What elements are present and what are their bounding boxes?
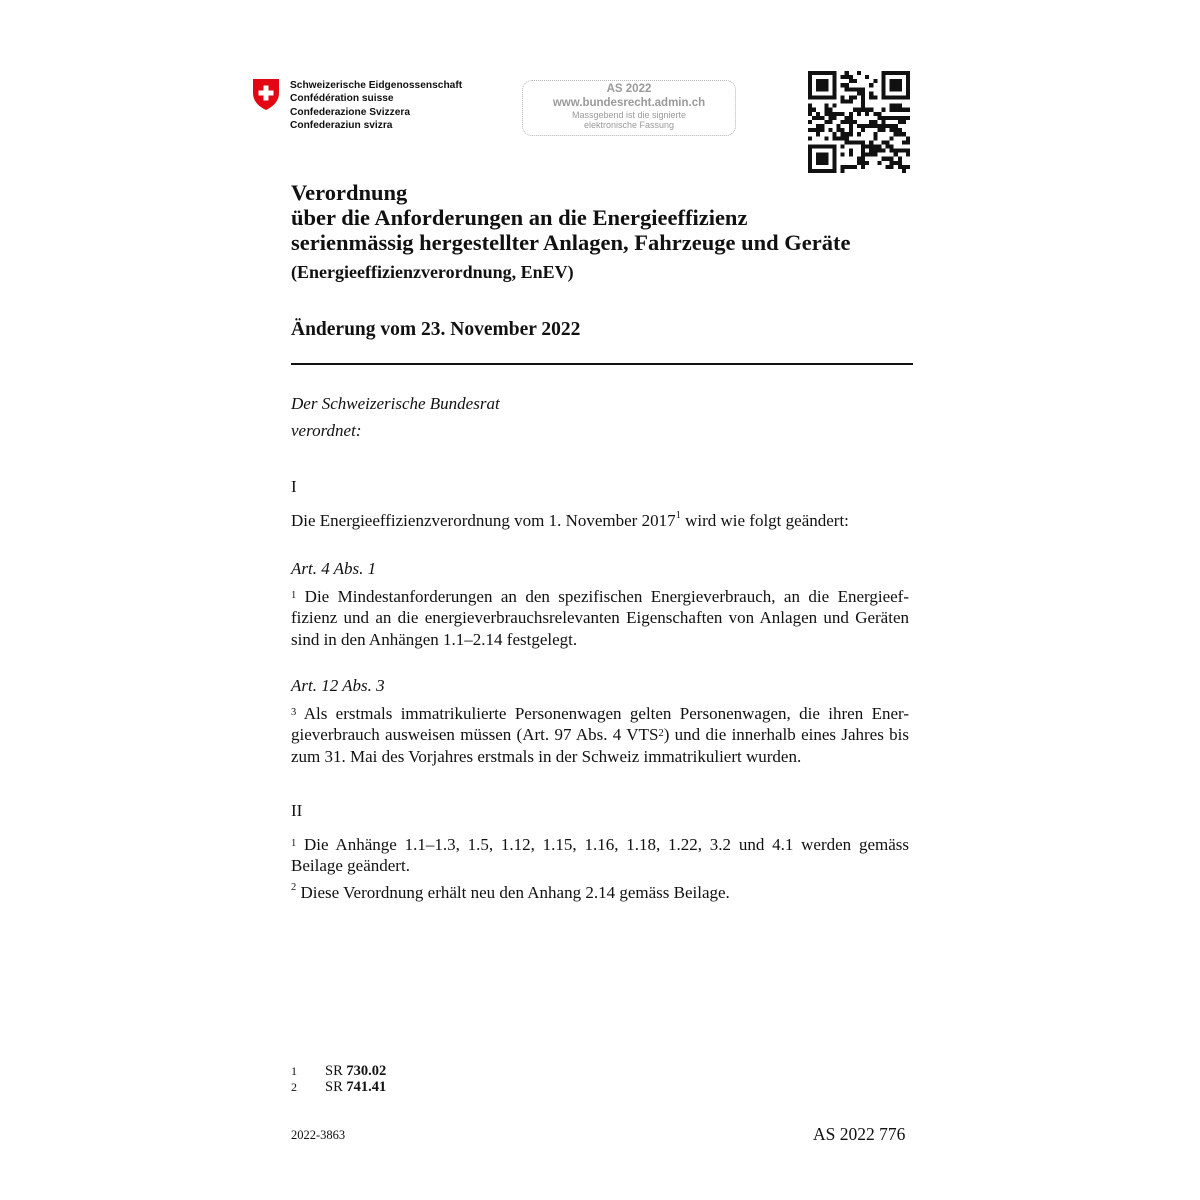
art-12-text-b: ) und die innerhalb eines Jahres bis zum 31. Mai des Vorjahres erstmals in der Schweiz immatrikuliert wurden. (291, 725, 909, 766)
agency-line-rm: Confederaziun svizra (290, 120, 393, 132)
stamp-line-3: Massgebend ist die signierte (571, 110, 687, 120)
section-1-intro (291, 511, 849, 531)
intro-text-a: Die Energieeffizienzverordnung vom 1. November 2017 (291, 511, 676, 530)
paragraph-number: 1 (291, 590, 297, 601)
footnote-prefix: SR (325, 1063, 347, 1079)
title-line-1: Verordnung (291, 180, 408, 205)
agency-name-block (290, 79, 462, 133)
paragraph-number: 3 (291, 707, 297, 718)
art-4-paragraph (291, 586, 909, 650)
footnote-number: 2 (291, 1080, 297, 1094)
document-title (291, 180, 851, 255)
paragraph-number: 1 (291, 838, 297, 849)
stamp-line-1: AS 2022 (606, 83, 652, 95)
footnote-sr-number: 730.02 (346, 1063, 387, 1079)
short-title: (Energieeffizienzverordnung, EnEV) (291, 262, 574, 282)
section-numeral-2: II (291, 801, 303, 820)
art-12-text-a: Als erstmals immatrikulierte Personenwagen gelten Personenwagen, die ihren Ener-gieverbrauch ausweisen müssen (Art. 97 Abs. 4 VTS (291, 704, 909, 745)
agency-line-de: Schweizerische Eidgenossenschaft (290, 80, 463, 91)
agency-line-fr: Confédération suisse (290, 93, 394, 105)
footnote-sr-number: 741.41 (346, 1079, 387, 1095)
art-4-heading: Art. 4 Abs. 1 (291, 559, 377, 578)
preamble-line-1: Der Schweizerische Bundesrat (291, 394, 500, 413)
intro-text-b: wird wie folgt geändert: (680, 511, 849, 530)
swiss-coat-of-arms-icon (251, 78, 281, 111)
footnote-number: 1 (291, 1064, 297, 1078)
footnote-prefix: SR (325, 1079, 347, 1095)
stamp-line-4: elektronische Fassung (583, 120, 675, 130)
art-12-paragraph (291, 703, 909, 767)
footnote-ref-2: 2 (658, 728, 664, 740)
footnote-item (291, 1079, 386, 1095)
section-numeral-1: I (291, 477, 297, 496)
authenticity-stamp (522, 80, 736, 136)
amendment-date: Änderung vom 23. November 2022 (291, 319, 581, 340)
art-12-heading: Art. 12 Abs. 3 (291, 676, 385, 695)
preamble-line-2: verordnet: (291, 421, 362, 440)
section-2-paragraph-1 (291, 834, 909, 877)
official-compilation-reference: AS 2022 776 (813, 1124, 906, 1144)
title-divider (291, 363, 913, 365)
footnote-item (291, 1063, 386, 1079)
section-2-text-2: Diese Verordnung erhält neu den Anhang 2.14 gemäss Beilage. (296, 883, 730, 902)
title-line-3: serienmässig hergestellter Anlagen, Fahrzeuge und Geräte (291, 230, 851, 255)
title-line-2: über die Anforderungen an die Energieeffizienz (291, 205, 748, 230)
agency-line-it: Confederazione Svizzera (290, 106, 411, 118)
section-2-text-1: Die Anhänge 1.1–1.3, 1.5, 1.12, 1.15, 1.16, 1.18, 1.22, 3.2 und 4.1 werden gemäss Beilage geändert. (291, 835, 909, 876)
footnotes (291, 1063, 386, 1095)
art-4-text: Die Mindestanforderungen an den spezifischen Energieverbrauch, an die Energieef-fizienz und an die energieverbrauchsrelevanten Eigenschaften von Anlagen und Geräten sind in den Anhängen 1.1–2.14 festgelegt. (291, 587, 909, 649)
section-2-paragraph-2 (291, 883, 730, 903)
qr-code-icon (808, 71, 910, 173)
document-number: 2022-3863 (291, 1128, 346, 1142)
stamp-line-2: www.bundesrecht.admin.ch (552, 97, 706, 109)
paragraph-number: 2 (291, 882, 297, 893)
footnote-ref-1: 1 (675, 510, 681, 521)
